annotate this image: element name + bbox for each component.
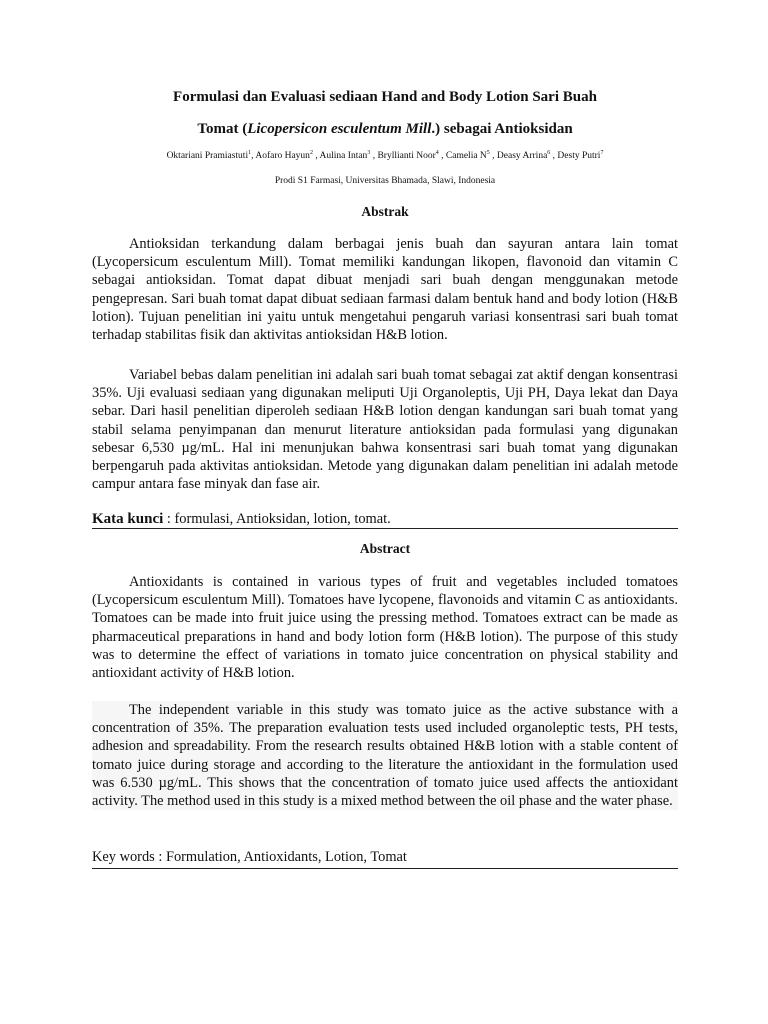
kata-kunci-values: : formulasi, Antioksidan, lotion, tomat. xyxy=(163,511,391,527)
abstrak-heading: Abstrak xyxy=(361,204,409,219)
paper-title-line-2 xyxy=(92,120,678,138)
author-list xyxy=(92,150,678,162)
affiliation: Prodi S1 Farmasi, Universitas Bhamada, Slawi, Indonesia xyxy=(274,176,496,186)
author-name: Bryllianti Noor xyxy=(377,151,436,161)
author-affiliation-number: 1 xyxy=(248,149,252,156)
abstract-paragraph-1: Antioxidants is contained in various types of fruit and vegetables included tomatoes (Lycopersicum esculentum Mill). Tomatoes have lycopene, flavonoids and vitamin C as antioxidants. Tomatoes can be made into fruit juice using the pressing method. Tomatoes extract can be made as pharmaceutical preparations in hand and body lotion form (H&B lotion). The purpose of this study was to determine the effect of variations in tomato juice concentration on physical stability and antioxidant activity of H&B lotion. xyxy=(92,574,678,682)
author-affiliation-number: 7 xyxy=(600,149,604,156)
paper-title-line-1: Formulasi dan Evaluasi sediaan Hand and Body Lotion Sari Buah xyxy=(173,89,597,105)
abstrak-paragraph-1: Antioksidan terkandung dalam berbagai jenis buah dan sayuran antara lain tomat (Lycopersicum esculentum Mill). Tomat memiliki kandungan likopen, flavonoid dan vitamin C sebagai antioksidan. Tomat dapat dibuat menjadi sari buah dengan menggunakan metode pengepresan. Sari buah tomat dapat dibuat sediaan farmasi dalam bentuk hand and body lotion (H&B lotion). Tujuan penelitian ini yaitu untuk mengetahui pengaruh variasi konsentrasi sari buah tomat terhadap stabilitas fisik dan aktivitas antioksidan H&B lotion. xyxy=(92,236,678,344)
author-affiliation-number: 4 xyxy=(435,149,439,156)
author-affiliation-number: 5 xyxy=(486,149,490,156)
author-separator: , xyxy=(489,151,497,161)
kata-kunci xyxy=(92,510,678,528)
divider xyxy=(92,528,678,529)
author-name: Aofaro Hayun xyxy=(255,151,310,161)
author-separator: , xyxy=(312,151,320,161)
author-name: Camelia N xyxy=(445,151,487,161)
title-prefix: Tomat ( xyxy=(197,121,248,137)
author-name: Oktariani Pramiastuti xyxy=(166,151,249,161)
author-name: Desty Putri xyxy=(557,151,601,161)
divider xyxy=(92,868,678,869)
author-affiliation-number: 3 xyxy=(367,149,371,156)
abstract-paragraph-2: The independent variable in this study was tomato juice as the active substance with a concentration of 35%. The preparation evaluation tests used included organoleptic tests, PH tests, adhesion and spreadability. From the research results obtained H&B lotion with a stable content of tomato juice during storage and according to the literature the antioxidant in the formulation used was 6.530 µg/mL. This shows that the concentration of tomato juice used affects the antioxidant activity. The method used in this study is a mixed method between the oil phase and the water phase. xyxy=(92,702,678,810)
abstract-heading: Abstract xyxy=(359,541,411,556)
author-name: Aulina Intan xyxy=(319,151,368,161)
key-words: Key words : Formulation, Antioxidants, Lotion, Tomat xyxy=(92,849,407,865)
author-separator: , xyxy=(251,151,256,161)
author-separator: , xyxy=(370,151,378,161)
kata-kunci-label: Kata kunci xyxy=(92,511,164,527)
title-scientific-name: Licopersicon esculentum Mill xyxy=(247,121,432,137)
author-separator: , xyxy=(438,151,446,161)
author-separator: , xyxy=(550,151,558,161)
title-suffix: .) sebagai Antioksidan xyxy=(431,121,573,137)
author-affiliation-number: 6 xyxy=(547,149,551,156)
author-affiliation-number: 2 xyxy=(309,149,313,156)
abstrak-paragraph-2: Variabel bebas dalam penelitian ini adalah sari buah tomat sebagai zat aktif dengan konsentrasi 35%. Uji evaluasi sediaan yang digunakan meliputi Uji Organoleptis, Uji PH, Daya lekat dan Daya sebar. Dari hasil penelitian diperoleh sediaan H&B lotion dengan kandungan sari buah tomat yang stabil selama penyimpanan dan menurut literature antioksidan pada formulasi yang digunakan sebesar 6,530 µg/mL. Hal ini menunjukan bahwa konsentrasi sari buah tomat yang digunakan berpengaruh pada aktivitas antioksidan. Metode yang digunakan dalam penelitian ini adalah metode campur antara fase minyak dan fase air. xyxy=(92,367,678,493)
author-name: Deasy Arrina xyxy=(496,151,548,161)
